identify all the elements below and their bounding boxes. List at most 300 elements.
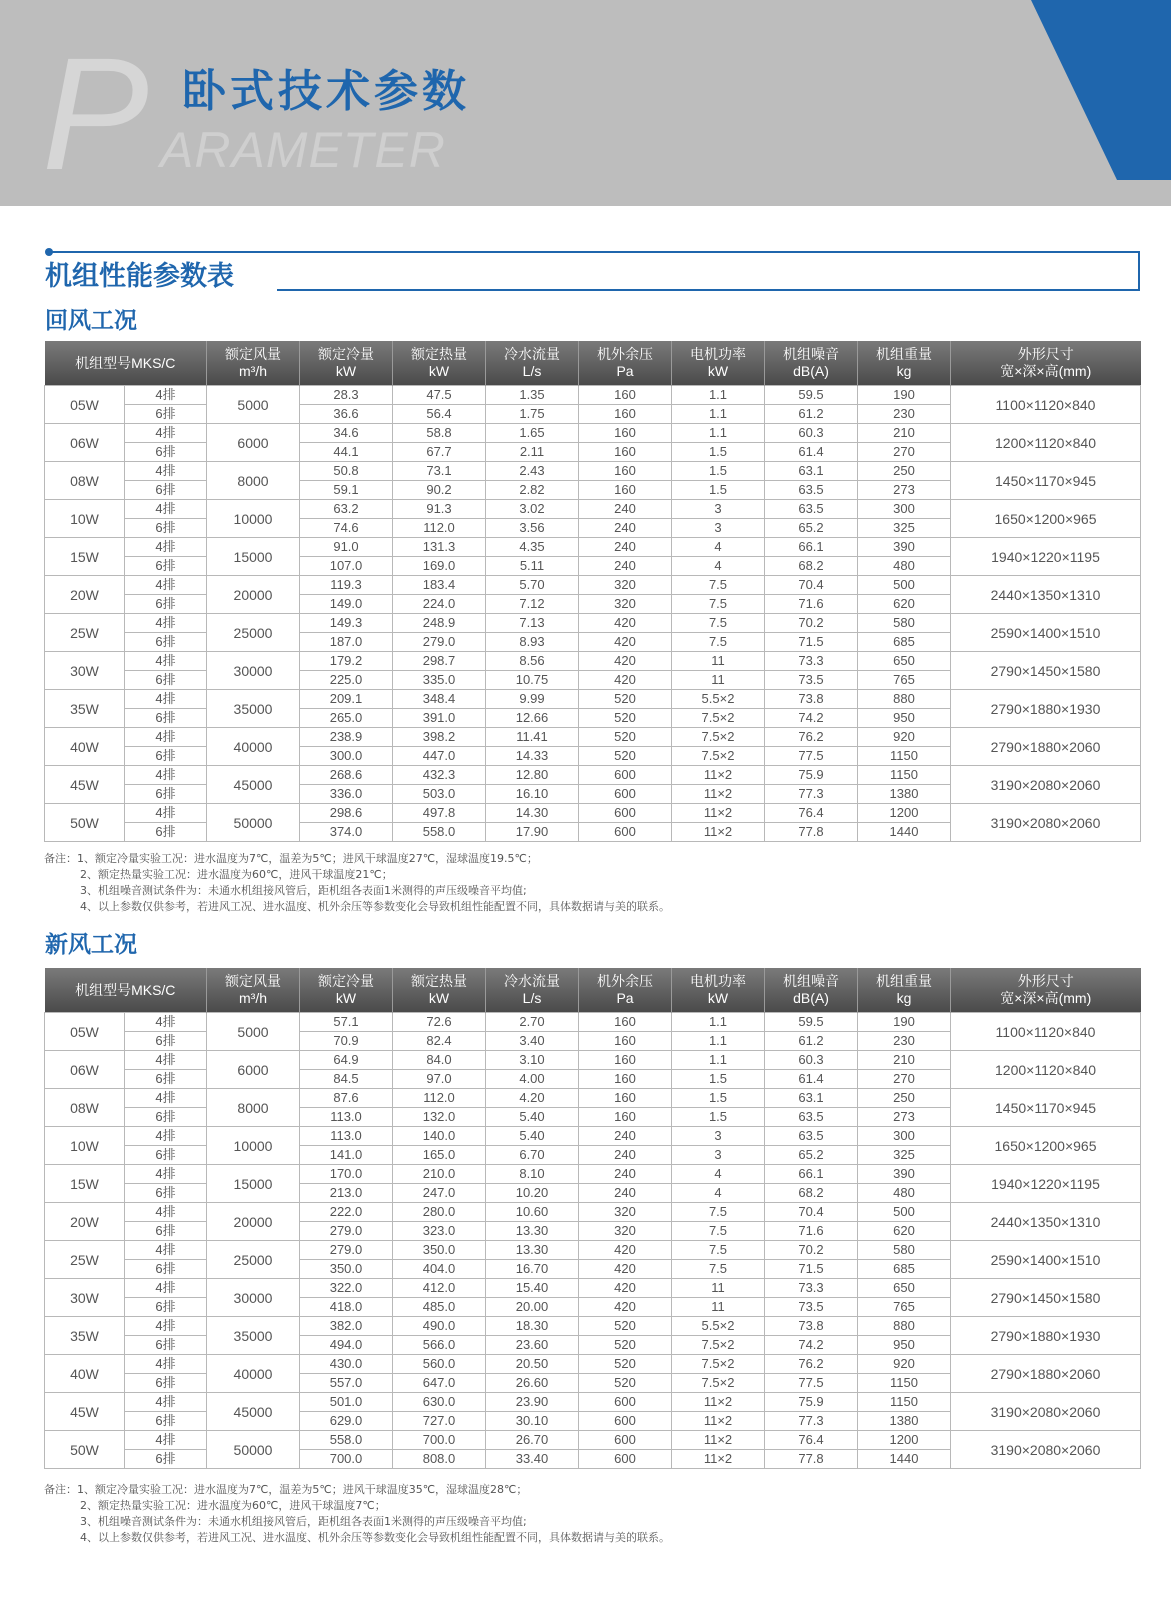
weight-cell: 1380 bbox=[858, 1412, 951, 1431]
rows-count-cell: 6排 bbox=[125, 557, 207, 576]
airflow-cell: 35000 bbox=[207, 1317, 300, 1355]
heating-cell: 566.0 bbox=[393, 1336, 486, 1355]
rows-count-cell: 6排 bbox=[125, 1032, 207, 1051]
dimensions-cell: 2590×1400×1510 bbox=[951, 614, 1141, 652]
heating-cell: 323.0 bbox=[393, 1222, 486, 1241]
airflow-cell: 6000 bbox=[207, 1051, 300, 1089]
dimensions-cell: 1450×1170×945 bbox=[951, 1089, 1141, 1127]
noise-cell: 63.5 bbox=[765, 1108, 858, 1127]
noise-cell: 77.3 bbox=[765, 785, 858, 804]
rows-count-cell: 4排 bbox=[125, 766, 207, 785]
weight-cell: 230 bbox=[858, 405, 951, 424]
weight-cell: 273 bbox=[858, 1108, 951, 1127]
rows-count-cell: 4排 bbox=[125, 1089, 207, 1108]
dimensions-cell: 2440×1350×1310 bbox=[951, 576, 1141, 614]
cooling-cell: 113.0 bbox=[300, 1108, 393, 1127]
dimensions-cell: 1940×1220×1195 bbox=[951, 538, 1141, 576]
header-col-waterflow: 冷水流量 L/s bbox=[486, 341, 579, 386]
table-row bbox=[45, 1317, 1141, 1336]
waterflow-cell: 15.40 bbox=[486, 1279, 579, 1298]
heating-cell: 647.0 bbox=[393, 1374, 486, 1393]
waterflow-cell: 11.41 bbox=[486, 728, 579, 747]
model-cell: 10W bbox=[45, 1127, 125, 1165]
pressure-cell: 160 bbox=[579, 443, 672, 462]
rows-count-cell: 4排 bbox=[125, 1165, 207, 1184]
airflow-cell: 50000 bbox=[207, 1431, 300, 1469]
weight-cell: 685 bbox=[858, 633, 951, 652]
pressure-cell: 160 bbox=[579, 1051, 672, 1070]
motor-power-cell: 7.5 bbox=[672, 1241, 765, 1260]
waterflow-cell: 26.60 bbox=[486, 1374, 579, 1393]
model-cell: 30W bbox=[45, 652, 125, 690]
pressure-cell: 160 bbox=[579, 386, 672, 405]
model-cell: 50W bbox=[45, 804, 125, 842]
rows-count-cell: 6排 bbox=[125, 671, 207, 690]
motor-power-cell: 7.5 bbox=[672, 576, 765, 595]
model-cell: 06W bbox=[45, 1051, 125, 1089]
rows-count-cell: 4排 bbox=[125, 1203, 207, 1222]
airflow-cell: 30000 bbox=[207, 1279, 300, 1317]
motor-power-cell: 1.1 bbox=[672, 386, 765, 405]
weight-cell: 250 bbox=[858, 1089, 951, 1108]
weight-cell: 880 bbox=[858, 1317, 951, 1336]
pressure-cell: 600 bbox=[579, 1412, 672, 1431]
rows-count-cell: 6排 bbox=[125, 595, 207, 614]
waterflow-cell: 3.10 bbox=[486, 1051, 579, 1070]
weight-cell: 270 bbox=[858, 1070, 951, 1089]
motor-power-cell: 7.5 bbox=[672, 1222, 765, 1241]
cooling-cell: 209.1 bbox=[300, 690, 393, 709]
waterflow-cell: 7.13 bbox=[486, 614, 579, 633]
noise-cell: 73.5 bbox=[765, 671, 858, 690]
header-col-noise: 机组噪音 dB(A) bbox=[765, 341, 858, 386]
motor-power-cell: 7.5×2 bbox=[672, 1355, 765, 1374]
notes-fresh-air bbox=[44, 1482, 1140, 1546]
rows-count-cell: 4排 bbox=[125, 728, 207, 747]
dimensions-cell: 2790×1880×2060 bbox=[951, 728, 1141, 766]
noise-cell: 73.3 bbox=[765, 652, 858, 671]
noise-cell: 65.2 bbox=[765, 519, 858, 538]
table-row bbox=[45, 1355, 1141, 1374]
airflow-cell: 30000 bbox=[207, 652, 300, 690]
table-row bbox=[45, 728, 1141, 747]
section-frame-bottom bbox=[277, 289, 1140, 291]
rows-count-cell: 6排 bbox=[125, 1184, 207, 1203]
pressure-cell: 600 bbox=[579, 766, 672, 785]
motor-power-cell: 1.5 bbox=[672, 443, 765, 462]
cooling-cell: 382.0 bbox=[300, 1317, 393, 1336]
heating-cell: 67.7 bbox=[393, 443, 486, 462]
model-cell: 35W bbox=[45, 1317, 125, 1355]
noise-cell: 73.5 bbox=[765, 1298, 858, 1317]
cooling-cell: 265.0 bbox=[300, 709, 393, 728]
weight-cell: 325 bbox=[858, 1146, 951, 1165]
notes-return-air bbox=[44, 851, 1140, 915]
heating-cell: 280.0 bbox=[393, 1203, 486, 1222]
waterflow-cell: 30.10 bbox=[486, 1412, 579, 1431]
table-row bbox=[45, 804, 1141, 823]
waterflow-cell: 14.33 bbox=[486, 747, 579, 766]
waterflow-cell: 2.11 bbox=[486, 443, 579, 462]
header-col-airflow: 额定风量 m³/h bbox=[207, 968, 300, 1013]
weight-cell: 500 bbox=[858, 1203, 951, 1222]
rows-count-cell: 4排 bbox=[125, 804, 207, 823]
rows-count-cell: 4排 bbox=[125, 386, 207, 405]
pressure-cell: 240 bbox=[579, 1146, 672, 1165]
dimensions-cell: 1100×1120×840 bbox=[951, 386, 1141, 424]
noise-cell: 63.5 bbox=[765, 481, 858, 500]
weight-cell: 920 bbox=[858, 1355, 951, 1374]
airflow-cell: 45000 bbox=[207, 766, 300, 804]
pressure-cell: 600 bbox=[579, 1393, 672, 1412]
table-row bbox=[45, 766, 1141, 785]
waterflow-cell: 8.10 bbox=[486, 1165, 579, 1184]
airflow-cell: 20000 bbox=[207, 576, 300, 614]
rows-count-cell: 6排 bbox=[125, 1450, 207, 1469]
section-header bbox=[45, 248, 1140, 296]
dimensions-cell: 3190×2080×2060 bbox=[951, 1393, 1141, 1431]
noise-cell: 75.9 bbox=[765, 1393, 858, 1412]
motor-power-cell: 7.5×2 bbox=[672, 747, 765, 766]
heating-cell: 132.0 bbox=[393, 1108, 486, 1127]
rows-count-cell: 6排 bbox=[125, 405, 207, 424]
section-frame-top bbox=[49, 251, 1140, 253]
motor-power-cell: 1.1 bbox=[672, 1032, 765, 1051]
waterflow-cell: 2.82 bbox=[486, 481, 579, 500]
cooling-cell: 213.0 bbox=[300, 1184, 393, 1203]
cooling-cell: 149.0 bbox=[300, 595, 393, 614]
waterflow-cell: 3.56 bbox=[486, 519, 579, 538]
noise-cell: 76.2 bbox=[765, 728, 858, 747]
rows-count-cell: 6排 bbox=[125, 1070, 207, 1089]
waterflow-cell: 3.40 bbox=[486, 1032, 579, 1051]
model-cell: 08W bbox=[45, 462, 125, 500]
noise-cell: 61.4 bbox=[765, 1070, 858, 1089]
motor-power-cell: 11×2 bbox=[672, 1393, 765, 1412]
cooling-cell: 64.9 bbox=[300, 1051, 393, 1070]
weight-cell: 1150 bbox=[858, 1393, 951, 1412]
weight-cell: 920 bbox=[858, 728, 951, 747]
motor-power-cell: 4 bbox=[672, 557, 765, 576]
waterflow-cell: 13.30 bbox=[486, 1241, 579, 1260]
heating-cell: 82.4 bbox=[393, 1032, 486, 1051]
weight-cell: 273 bbox=[858, 481, 951, 500]
weight-cell: 1440 bbox=[858, 823, 951, 842]
corner-accent-shape bbox=[1031, 0, 1171, 180]
noise-cell: 60.3 bbox=[765, 424, 858, 443]
motor-power-cell: 1.1 bbox=[672, 405, 765, 424]
waterflow-cell: 5.40 bbox=[486, 1127, 579, 1146]
header-col-waterflow: 冷水流量 L/s bbox=[486, 968, 579, 1013]
cooling-cell: 494.0 bbox=[300, 1336, 393, 1355]
cooling-cell: 119.3 bbox=[300, 576, 393, 595]
waterflow-cell: 8.56 bbox=[486, 652, 579, 671]
pressure-cell: 320 bbox=[579, 576, 672, 595]
weight-cell: 620 bbox=[858, 1222, 951, 1241]
noise-cell: 60.3 bbox=[765, 1051, 858, 1070]
cooling-cell: 44.1 bbox=[300, 443, 393, 462]
heating-cell: 560.0 bbox=[393, 1355, 486, 1374]
motor-power-cell: 11 bbox=[672, 1279, 765, 1298]
weight-cell: 1150 bbox=[858, 747, 951, 766]
heating-cell: 140.0 bbox=[393, 1127, 486, 1146]
noise-cell: 71.6 bbox=[765, 595, 858, 614]
dimensions-cell: 3190×2080×2060 bbox=[951, 804, 1141, 842]
cooling-cell: 74.6 bbox=[300, 519, 393, 538]
heating-cell: 447.0 bbox=[393, 747, 486, 766]
heating-cell: 58.8 bbox=[393, 424, 486, 443]
noise-cell: 65.2 bbox=[765, 1146, 858, 1165]
motor-power-cell: 7.5×2 bbox=[672, 1336, 765, 1355]
rows-count-cell: 6排 bbox=[125, 1336, 207, 1355]
dimensions-cell: 1200×1120×840 bbox=[951, 1051, 1141, 1089]
airflow-cell: 8000 bbox=[207, 462, 300, 500]
header-col-model: 机组型号MKS/C bbox=[45, 341, 207, 386]
rows-count-cell: 6排 bbox=[125, 1222, 207, 1241]
cooling-cell: 70.9 bbox=[300, 1032, 393, 1051]
waterflow-cell: 4.35 bbox=[486, 538, 579, 557]
pressure-cell: 320 bbox=[579, 1203, 672, 1222]
pressure-cell: 600 bbox=[579, 785, 672, 804]
note-line: 3、机组噪音测试条件为：未通水机组接风管后，距机组各表面1米测得的声压级噪音平均值; bbox=[80, 884, 527, 897]
note-line: 4、以上参数仅供参考，若进风工况、进水温度、机外余压等参数变化会导致机组性能配置不同，具体数据请与美的联系。 bbox=[80, 1531, 670, 1544]
noise-cell: 73.3 bbox=[765, 1279, 858, 1298]
cooling-cell: 430.0 bbox=[300, 1355, 393, 1374]
model-cell: 50W bbox=[45, 1431, 125, 1469]
heating-cell: 391.0 bbox=[393, 709, 486, 728]
weight-cell: 325 bbox=[858, 519, 951, 538]
dimensions-cell: 3190×2080×2060 bbox=[951, 1431, 1141, 1469]
weight-cell: 1200 bbox=[858, 1431, 951, 1450]
header-col-motor: 电机功率 kW bbox=[672, 341, 765, 386]
heating-cell: 84.0 bbox=[393, 1051, 486, 1070]
noise-cell: 68.2 bbox=[765, 1184, 858, 1203]
dimensions-cell: 2590×1400×1510 bbox=[951, 1241, 1141, 1279]
waterflow-cell: 23.60 bbox=[486, 1336, 579, 1355]
rows-count-cell: 4排 bbox=[125, 462, 207, 481]
heating-cell: 112.0 bbox=[393, 519, 486, 538]
waterflow-cell: 26.70 bbox=[486, 1431, 579, 1450]
weight-cell: 1440 bbox=[858, 1450, 951, 1469]
pressure-cell: 420 bbox=[579, 1279, 672, 1298]
pressure-cell: 320 bbox=[579, 1222, 672, 1241]
table-row bbox=[45, 500, 1141, 519]
header-col-weight: 机组重量 kg bbox=[858, 968, 951, 1013]
noise-cell: 71.5 bbox=[765, 633, 858, 652]
table-row bbox=[45, 1013, 1141, 1032]
airflow-cell: 20000 bbox=[207, 1203, 300, 1241]
motor-power-cell: 7.5×2 bbox=[672, 1374, 765, 1393]
model-cell: 25W bbox=[45, 614, 125, 652]
noise-cell: 68.2 bbox=[765, 557, 858, 576]
rows-count-cell: 6排 bbox=[125, 519, 207, 538]
dimensions-cell: 1200×1120×840 bbox=[951, 424, 1141, 462]
motor-power-cell: 11×2 bbox=[672, 804, 765, 823]
cooling-cell: 279.0 bbox=[300, 1241, 393, 1260]
noise-cell: 63.5 bbox=[765, 1127, 858, 1146]
cooling-cell: 50.8 bbox=[300, 462, 393, 481]
table-row bbox=[45, 1279, 1141, 1298]
waterflow-cell: 9.99 bbox=[486, 690, 579, 709]
weight-cell: 190 bbox=[858, 386, 951, 405]
pressure-cell: 160 bbox=[579, 462, 672, 481]
decorative-letter-p: P bbox=[42, 24, 149, 203]
airflow-cell: 35000 bbox=[207, 690, 300, 728]
noise-cell: 63.5 bbox=[765, 500, 858, 519]
airflow-cell: 5000 bbox=[207, 1013, 300, 1051]
waterflow-cell: 1.75 bbox=[486, 405, 579, 424]
heating-cell: 279.0 bbox=[393, 633, 486, 652]
heating-cell: 298.7 bbox=[393, 652, 486, 671]
motor-power-cell: 7.5 bbox=[672, 633, 765, 652]
noise-cell: 77.8 bbox=[765, 823, 858, 842]
model-cell: 08W bbox=[45, 1089, 125, 1127]
airflow-cell: 50000 bbox=[207, 804, 300, 842]
header-col-heating: 额定热量 kW bbox=[393, 968, 486, 1013]
table-row bbox=[45, 1431, 1141, 1450]
heating-cell: 165.0 bbox=[393, 1146, 486, 1165]
table-row bbox=[45, 1203, 1141, 1222]
table-row bbox=[45, 1165, 1141, 1184]
model-cell: 06W bbox=[45, 424, 125, 462]
weight-cell: 480 bbox=[858, 557, 951, 576]
heating-cell: 72.6 bbox=[393, 1013, 486, 1032]
weight-cell: 500 bbox=[858, 576, 951, 595]
rows-count-cell: 6排 bbox=[125, 633, 207, 652]
noise-cell: 70.4 bbox=[765, 576, 858, 595]
cooling-cell: 268.6 bbox=[300, 766, 393, 785]
noise-cell: 63.1 bbox=[765, 1089, 858, 1108]
model-cell: 25W bbox=[45, 1241, 125, 1279]
waterflow-cell: 20.50 bbox=[486, 1355, 579, 1374]
airflow-cell: 15000 bbox=[207, 1165, 300, 1203]
airflow-cell: 6000 bbox=[207, 424, 300, 462]
header-col-cooling: 额定冷量 kW bbox=[300, 341, 393, 386]
motor-power-cell: 7.5 bbox=[672, 595, 765, 614]
header-col-pressure: 机外余压 Pa bbox=[579, 341, 672, 386]
rows-count-cell: 4排 bbox=[125, 424, 207, 443]
cooling-cell: 279.0 bbox=[300, 1222, 393, 1241]
noise-cell: 76.2 bbox=[765, 1355, 858, 1374]
weight-cell: 765 bbox=[858, 1298, 951, 1317]
noise-cell: 71.5 bbox=[765, 1260, 858, 1279]
heating-cell: 90.2 bbox=[393, 481, 486, 500]
page-title: 卧式技术参数 bbox=[182, 66, 470, 117]
cooling-cell: 225.0 bbox=[300, 671, 393, 690]
noise-cell: 61.4 bbox=[765, 443, 858, 462]
noise-cell: 66.1 bbox=[765, 538, 858, 557]
weight-cell: 650 bbox=[858, 652, 951, 671]
heating-cell: 169.0 bbox=[393, 557, 486, 576]
cooling-cell: 322.0 bbox=[300, 1279, 393, 1298]
rows-count-cell: 6排 bbox=[125, 823, 207, 842]
dimensions-cell: 2790×1450×1580 bbox=[951, 1279, 1141, 1317]
model-cell: 20W bbox=[45, 576, 125, 614]
rows-count-cell: 6排 bbox=[125, 747, 207, 766]
noise-cell: 61.2 bbox=[765, 405, 858, 424]
weight-cell: 390 bbox=[858, 538, 951, 557]
waterflow-cell: 16.70 bbox=[486, 1260, 579, 1279]
pressure-cell: 160 bbox=[579, 1108, 672, 1127]
airflow-cell: 5000 bbox=[207, 386, 300, 424]
header-col-dimensions: 外形尺寸 宽×深×高(mm) bbox=[951, 341, 1141, 386]
cooling-cell: 187.0 bbox=[300, 633, 393, 652]
pressure-cell: 600 bbox=[579, 1431, 672, 1450]
pressure-cell: 160 bbox=[579, 405, 672, 424]
noise-cell: 70.2 bbox=[765, 1241, 858, 1260]
subtitle-return-air: 回风工况 bbox=[45, 308, 137, 334]
airflow-cell: 45000 bbox=[207, 1393, 300, 1431]
motor-power-cell: 1.5 bbox=[672, 1070, 765, 1089]
heating-cell: 490.0 bbox=[393, 1317, 486, 1336]
motor-power-cell: 1.5 bbox=[672, 481, 765, 500]
motor-power-cell: 3 bbox=[672, 1127, 765, 1146]
model-cell: 40W bbox=[45, 728, 125, 766]
weight-cell: 210 bbox=[858, 424, 951, 443]
model-cell: 45W bbox=[45, 766, 125, 804]
model-cell: 15W bbox=[45, 1165, 125, 1203]
pressure-cell: 420 bbox=[579, 633, 672, 652]
table-row bbox=[45, 462, 1141, 481]
weight-cell: 1200 bbox=[858, 804, 951, 823]
waterflow-cell: 18.30 bbox=[486, 1317, 579, 1336]
heating-cell: 247.0 bbox=[393, 1184, 486, 1203]
table-row bbox=[45, 1089, 1141, 1108]
airflow-cell: 40000 bbox=[207, 728, 300, 766]
cooling-cell: 629.0 bbox=[300, 1412, 393, 1431]
model-cell: 05W bbox=[45, 386, 125, 424]
waterflow-cell: 23.90 bbox=[486, 1393, 579, 1412]
noise-cell: 59.5 bbox=[765, 386, 858, 405]
noise-cell: 74.2 bbox=[765, 1336, 858, 1355]
dimensions-cell: 2440×1350×1310 bbox=[951, 1203, 1141, 1241]
heating-cell: 131.3 bbox=[393, 538, 486, 557]
cooling-cell: 558.0 bbox=[300, 1431, 393, 1450]
cooling-cell: 298.6 bbox=[300, 804, 393, 823]
waterflow-cell: 10.20 bbox=[486, 1184, 579, 1203]
noise-cell: 66.1 bbox=[765, 1165, 858, 1184]
heating-cell: 412.0 bbox=[393, 1279, 486, 1298]
motor-power-cell: 3 bbox=[672, 519, 765, 538]
heating-cell: 398.2 bbox=[393, 728, 486, 747]
rows-count-cell: 4排 bbox=[125, 1317, 207, 1336]
weight-cell: 300 bbox=[858, 500, 951, 519]
pressure-cell: 600 bbox=[579, 804, 672, 823]
motor-power-cell: 3 bbox=[672, 500, 765, 519]
airflow-cell: 10000 bbox=[207, 1127, 300, 1165]
pressure-cell: 240 bbox=[579, 500, 672, 519]
waterflow-cell: 2.70 bbox=[486, 1013, 579, 1032]
motor-power-cell: 4 bbox=[672, 538, 765, 557]
heating-cell: 47.5 bbox=[393, 386, 486, 405]
model-cell: 35W bbox=[45, 690, 125, 728]
weight-cell: 580 bbox=[858, 614, 951, 633]
waterflow-cell: 14.30 bbox=[486, 804, 579, 823]
pressure-cell: 160 bbox=[579, 424, 672, 443]
pressure-cell: 240 bbox=[579, 1127, 672, 1146]
table-row bbox=[45, 1241, 1141, 1260]
dimensions-cell: 1650×1200×965 bbox=[951, 500, 1141, 538]
dimensions-cell: 2790×1450×1580 bbox=[951, 652, 1141, 690]
waterflow-cell: 5.70 bbox=[486, 576, 579, 595]
heating-cell: 808.0 bbox=[393, 1450, 486, 1469]
note-line: 备注：1、额定冷量实验工况：进水温度为7℃，温差为5℃；进风干球温度27℃，湿球温度19.5℃； bbox=[44, 852, 538, 865]
model-cell: 40W bbox=[45, 1355, 125, 1393]
dimensions-cell: 1940×1220×1195 bbox=[951, 1165, 1141, 1203]
dimensions-cell: 1450×1170×945 bbox=[951, 462, 1141, 500]
motor-power-cell: 11×2 bbox=[672, 1431, 765, 1450]
rows-count-cell: 4排 bbox=[125, 1051, 207, 1070]
